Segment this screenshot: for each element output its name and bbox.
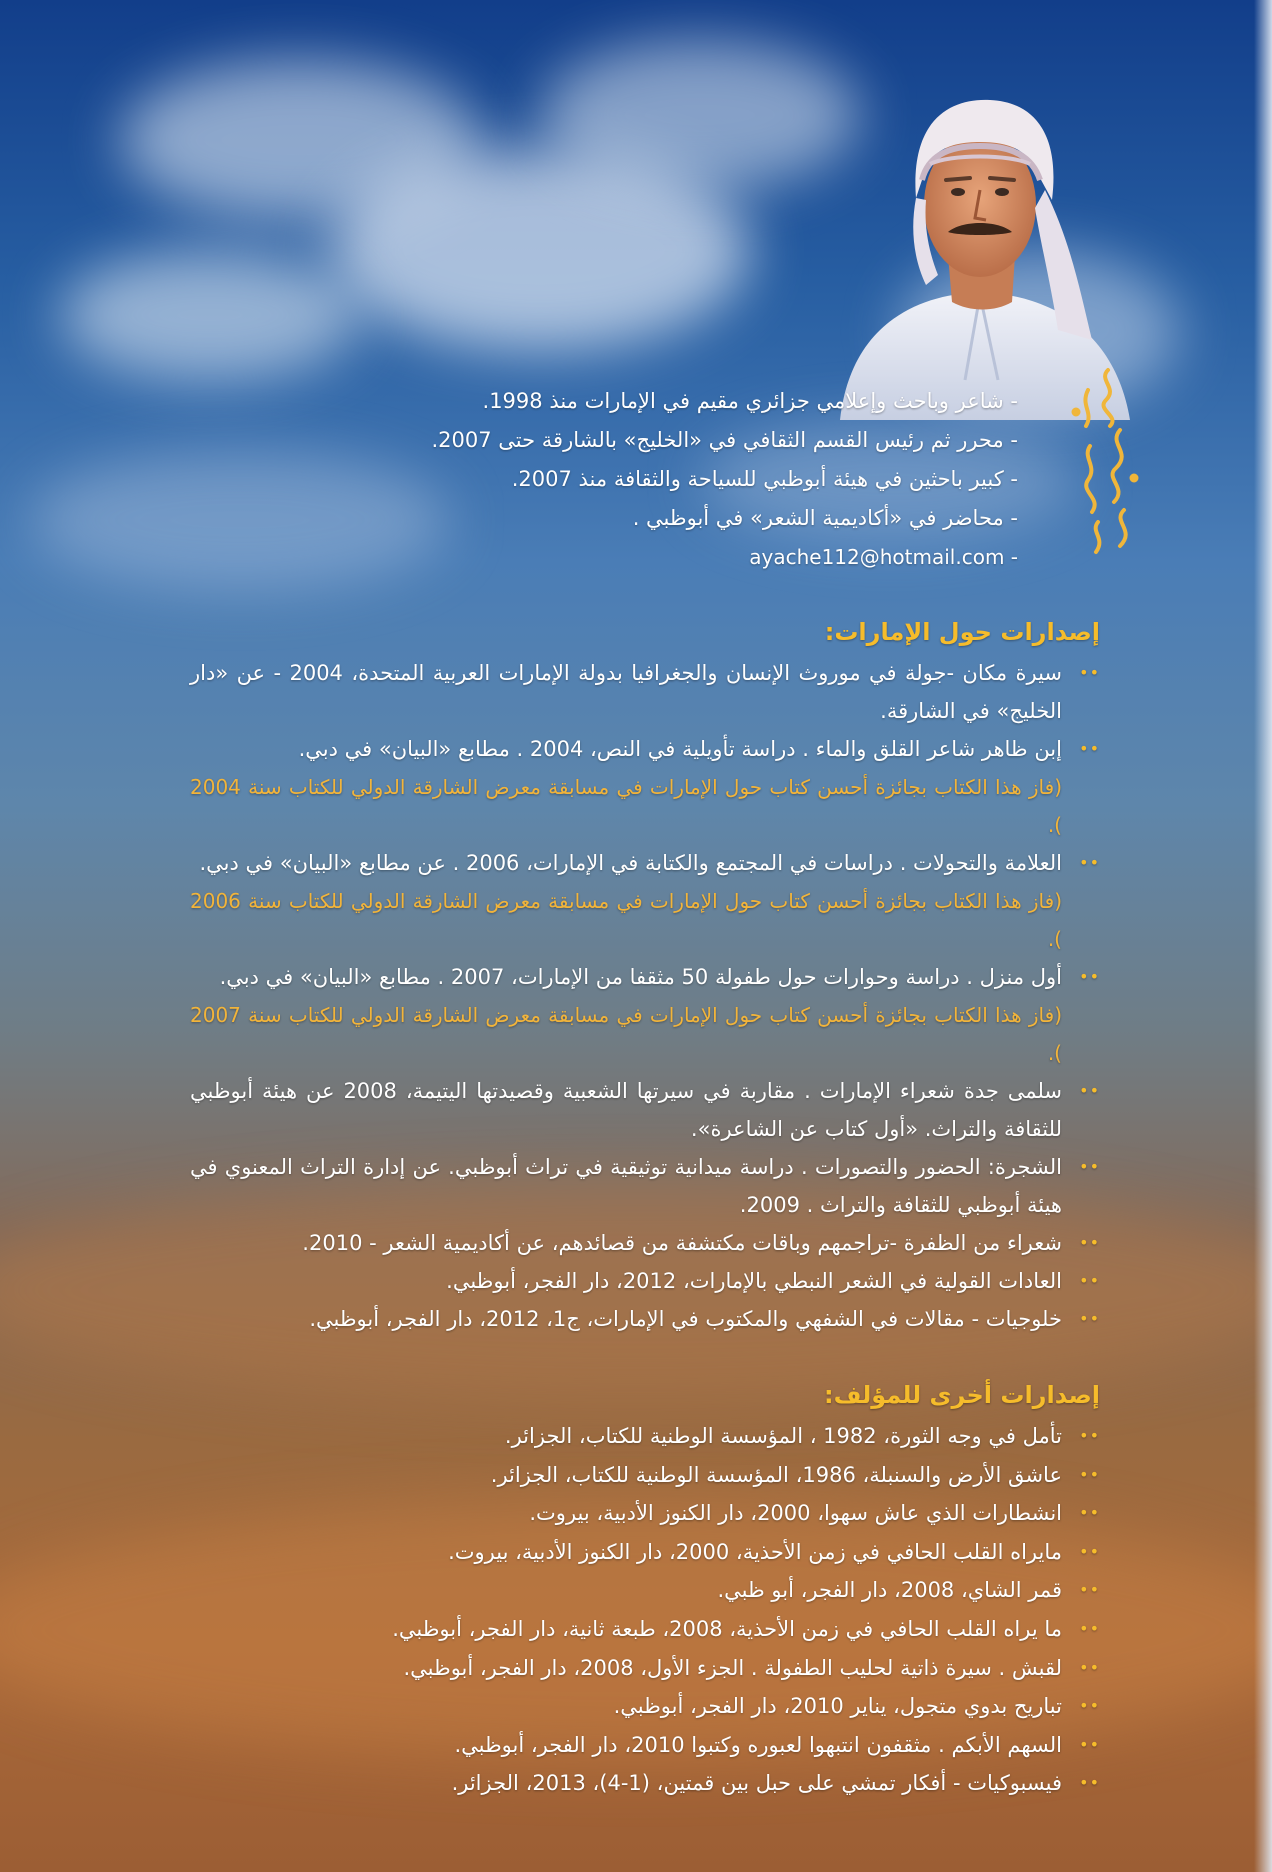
- bio-line: - شاعر وباحث وإعلامي جزائري مقيم في الإمارات منذ 1998.: [482, 389, 1018, 413]
- publication-text: سلمى جدة شعراء الإمارات . مقاربة في سيرتها الشعبية وقصيدتها اليتيمة، 2008 عن هيئة أبوظبي للثقافة والتراث. «أول كتاب عن الشاعرة».: [190, 1079, 1062, 1141]
- publication-item: [190, 1687, 1100, 1726]
- bullet-icon: ••: [1079, 1773, 1100, 1793]
- bullet-icon: ••: [1079, 1233, 1100, 1252]
- other-publications-section: [190, 1375, 1100, 1803]
- author-bio: [258, 382, 1018, 577]
- sky-cloud: [60, 250, 360, 380]
- bio-line: - محاضر في «أكاديمية الشعر» في أبوظبي .: [632, 506, 1018, 530]
- publication-text: خلوجيات - مقالات في الشفهي والمكتوب في الإمارات، ج1، 2012، دار الفجر، أبوظبي.: [309, 1307, 1062, 1331]
- publication-text: سيرة مكان -جولة في موروث الإنسان والجغرافيا بدولة الإمارات العربية المتحدة، 2004 - عن «دار الخليج» في الشارقة.: [190, 661, 1063, 723]
- bullet-icon: ••: [1079, 663, 1100, 682]
- publication-text: العلامة والتحولات . دراسات في المجتمع والكتابة في الإمارات، 2006 . عن مطابع «البيان» في دبي.: [199, 851, 1062, 875]
- bullet-icon: ••: [1079, 1657, 1100, 1677]
- publication-item: [190, 1148, 1100, 1224]
- publication-text: لقبش . سيرة ذاتية لحليب الطفولة . الجزء الأول، 2008، دار الفجر، أبوظبي.: [403, 1655, 1062, 1680]
- bullet-icon: ••: [1079, 1618, 1100, 1638]
- bullet-icon: ••: [1079, 1426, 1100, 1445]
- bullet-icon: ••: [1079, 1734, 1100, 1754]
- publication-item: [190, 1456, 1100, 1495]
- publication-text: فيسبوكيات - أفكار تمشي على حبل بين قمتين، (1-4)، 2013، الجزائر.: [451, 1771, 1062, 1796]
- publication-text: تباريح بدوي متجول، يناير 2010، دار الفجر، أبوظبي.: [613, 1694, 1062, 1719]
- sky-cloud: [540, 40, 860, 190]
- award-note: (فاز هذا الكتاب بجائزة أحسن كتاب حول الإمارات في مسابقة معرض الشارقة الدولي للكتاب سنة 2007 ).: [190, 1003, 1062, 1065]
- publication-item: [190, 1262, 1100, 1300]
- publication-item: [190, 1571, 1100, 1610]
- bullet-icon: ••: [1079, 853, 1100, 872]
- bullet-icon: ••: [1079, 1464, 1100, 1484]
- bullet-icon: ••: [1079, 1081, 1100, 1100]
- publication-text: مايراه القلب الحافي في زمن الأحذية، 2000، دار الكنوز الأدبية، بيروت.: [448, 1539, 1062, 1564]
- author-signature: [1028, 360, 1158, 560]
- section-title: إصدارات أخرى للمؤلف:: [824, 1381, 1100, 1409]
- author-email: ayache112@hotmail.com -: [749, 545, 1018, 569]
- publication-item: [190, 958, 1100, 1072]
- publication-text: العادات القولية في الشعر النبطي بالإمارات، 2012، دار الفجر، أبوظبي.: [446, 1269, 1062, 1293]
- publication-text: ما يراه القلب الحافي في زمن الأحذية، 2008، طبعة ثانية، دار الفجر، أبوظبي.: [392, 1616, 1062, 1641]
- bullet-icon: ••: [1079, 1503, 1100, 1523]
- bullet-icon: ••: [1079, 1580, 1100, 1600]
- publication-item: [190, 1533, 1100, 1572]
- award-note: (فاز هذا الكتاب بجائزة أحسن كتاب حول الإمارات في مسابقة معرض الشارقة الدولي للكتاب سنة 2004 ).: [190, 775, 1062, 837]
- publication-text: انشطارات الذي عاش سهوا، 2000، دار الكنوز الأدبية، بيروت.: [529, 1501, 1062, 1526]
- publication-text: إبن ظاهر شاعر القلق والماء . دراسة تأويلية في النص، 2004 . مطابع «البيان» في دبي.: [298, 737, 1062, 761]
- bullet-icon: ••: [1079, 1157, 1100, 1176]
- section-title: إصدارات حول الإمارات:: [824, 618, 1100, 646]
- publication-text: شعراء من الظفرة -تراجمهم وباقات مكتشفة من قصائدهم، عن أكاديمية الشعر - 2010.: [302, 1231, 1062, 1255]
- publication-item: [190, 1300, 1100, 1338]
- publication-item: [190, 1610, 1100, 1649]
- publication-text: أول منزل . دراسة وحوارات حول طفولة 50 مثقفا من الإمارات، 2007 . مطابع «البيان» في دبي.: [219, 965, 1062, 989]
- publication-text: عاشق الأرض والسنبلة، 1986، المؤسسة الوطنية للكتاب، الجزائر.: [490, 1462, 1062, 1487]
- bullet-icon: ••: [1079, 1309, 1100, 1328]
- emirates-publications-section: [190, 612, 1100, 1338]
- publication-item: [190, 1649, 1100, 1688]
- publication-item: [190, 730, 1100, 844]
- award-note: (فاز هذا الكتاب بجائزة أحسن كتاب حول الإمارات في مسابقة معرض الشارقة الدولي للكتاب سنة 2006 ).: [190, 889, 1062, 951]
- publication-item: [190, 1417, 1100, 1456]
- bullet-icon: ••: [1079, 1696, 1100, 1716]
- publication-item: [190, 1494, 1100, 1533]
- bullet-icon: ••: [1079, 967, 1100, 986]
- publication-item: [190, 1224, 1100, 1262]
- publication-item: [190, 1764, 1100, 1803]
- publication-text: تأمل في وجه الثورة، 1982 ، المؤسسة الوطنية للكتاب، الجزائر.: [504, 1424, 1062, 1448]
- publication-item: [190, 1726, 1100, 1765]
- publication-item: [190, 1072, 1100, 1148]
- publication-item: [190, 844, 1100, 958]
- publication-text: قمر الشاي، 2008، دار الفجر، أبو ظبي.: [717, 1578, 1062, 1603]
- cover-edge: [1254, 0, 1272, 1872]
- publication-item: [190, 654, 1100, 730]
- bullet-icon: ••: [1079, 1541, 1100, 1561]
- publication-text: الشجرة: الحضور والتصورات . دراسة ميدانية توثيقية في تراث أبوظبي. عن إدارة التراث المعنوي في هيئة أبوظبي للثقافة والتراث . 2009.: [190, 1155, 1062, 1217]
- publication-text: السهم الأبكم . مثقفون انتبهوا لعبوره وكتبوا 2010، دار الفجر، أبوظبي.: [454, 1732, 1062, 1757]
- bio-line: - محرر ثم رئيس القسم الثقافي في «الخليج» بالشارقة حتى 2007.: [431, 428, 1018, 452]
- bullet-icon: ••: [1079, 1271, 1100, 1290]
- bio-line: - كبير باحثين في هيئة أبوظبي للسياحة والثقافة منذ 2007.: [511, 467, 1018, 491]
- bullet-icon: ••: [1079, 739, 1100, 758]
